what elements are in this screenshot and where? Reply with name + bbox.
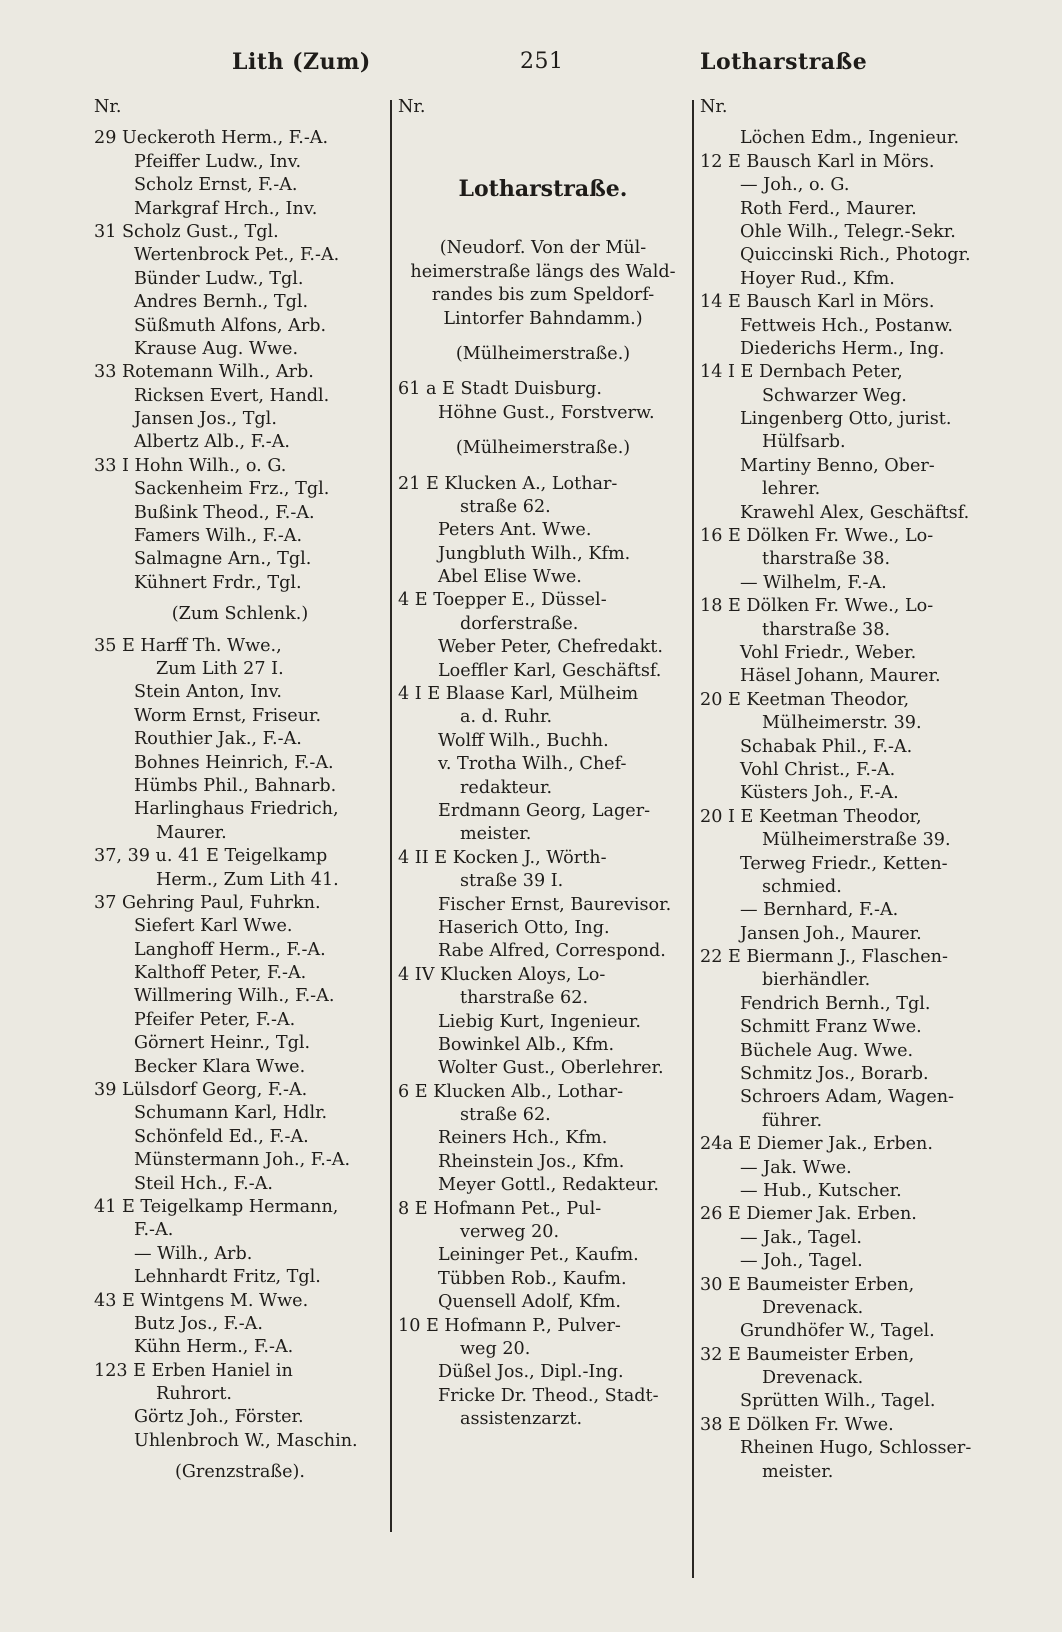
- entry: 4 I E Blaase Karl, Mülheim: [398, 684, 639, 705]
- entry: Zum Lith 27 I.: [156, 658, 284, 679]
- entry: Ricksen Evert, Handl.: [134, 385, 330, 406]
- entry: — Hub., Kutscher.: [740, 1180, 902, 1201]
- entry: lehrer.: [762, 479, 821, 500]
- entry: Uhlenbroch W., Maschin.: [134, 1430, 358, 1451]
- entry: Ruhrort.: [156, 1384, 232, 1405]
- column-2: [398, 96, 688, 1432]
- entry: 30 E Baumeister Erben,: [700, 1274, 915, 1295]
- entry: straße 62.: [460, 496, 551, 517]
- entry: Roth Ferd., Maurer.: [740, 198, 917, 219]
- entry: Bohnes Heinrich, F.-A.: [134, 752, 334, 773]
- entry: redakteur.: [460, 777, 553, 798]
- entry: Krawehl Alex, Geschäftsf.: [740, 502, 970, 523]
- entry: Hülfsarb.: [762, 432, 846, 453]
- entry: — Joh., Tagel.: [740, 1251, 863, 1272]
- entry: 123 E Erben Haniel in: [94, 1360, 293, 1381]
- entry: Steil Hch., F.-A.: [134, 1173, 273, 1194]
- entry: Vohl Christ., F.-A.: [740, 759, 896, 780]
- street-note: (Mülheimerstraße.): [455, 343, 631, 364]
- entry: 39 Lülsdorf Georg, F.-A.: [94, 1080, 308, 1101]
- entry: Wertenbrock Pet., F.-A.: [134, 245, 340, 266]
- entry: Mülheimerstraße 39.: [762, 830, 951, 851]
- entry: 41 E Teigelkamp Hermann,: [94, 1196, 339, 1217]
- entry: Häsel Johann, Maurer.: [740, 666, 941, 687]
- street-note: (Grenzstraße).: [175, 1462, 305, 1483]
- entry: Küsters Joh., F.-A.: [740, 783, 899, 804]
- entry: Büchele Aug. Wwe.: [740, 1040, 914, 1061]
- entry: Salmagne Arn., Tgl.: [134, 549, 312, 570]
- entry: Görtz Joh., Förster.: [134, 1407, 304, 1428]
- entry: a. d. Ruhr.: [460, 707, 553, 728]
- entry: Sackenheim Frz., Tgl.: [134, 479, 330, 500]
- entry: Münstermann Joh., F.-A.: [134, 1150, 351, 1171]
- entry: 14 E Bausch Karl in Mörs.: [700, 292, 935, 313]
- entry: Bußink Theod., F.-A.: [134, 502, 315, 523]
- entry: schmied.: [762, 876, 842, 897]
- entry: — Jak. Wwe.: [740, 1157, 852, 1178]
- street-note: (Mülheimerstraße.): [455, 438, 631, 459]
- entry: Markgraf Hrch., Inv.: [134, 198, 318, 219]
- entry: Herm., Zum Lith 41.: [156, 869, 339, 890]
- entry: verweg 20.: [460, 1222, 560, 1243]
- entry: Terweg Friedr., Ketten-: [740, 853, 948, 874]
- entry: 29 Ueckeroth Herm., F.-A.: [94, 128, 329, 149]
- entry: Bünder Ludw., Tgl.: [134, 268, 304, 289]
- entry: meister.: [762, 1461, 834, 1482]
- entry: 16 E Dölken Fr. Wwe., Lo-: [700, 526, 934, 547]
- street-description: randes bis zum Speldorf-: [431, 285, 655, 306]
- entry: 20 I E Keetman Theodor,: [700, 806, 922, 827]
- entry: Görnert Heinr., Tgl.: [134, 1033, 311, 1054]
- entry: Harlinghaus Friedrich,: [134, 799, 339, 820]
- entry: Willmering Wilh., F.-A.: [134, 986, 335, 1007]
- entry: Loeffler Karl, Geschäftsf.: [438, 660, 662, 681]
- entry: 4 II E Kocken J., Wörth-: [398, 847, 607, 868]
- entry: 8 E Hofmann Pet., Pul-: [398, 1198, 602, 1219]
- entry: Pfeiffer Ludw., Inv.: [134, 151, 302, 172]
- entry: 31 Scholz Gust., Tgl.: [94, 221, 279, 242]
- entry: 12 E Bausch Karl in Mörs.: [700, 151, 935, 172]
- page-number: 251: [520, 49, 564, 74]
- entry: 32 E Baumeister Erben,: [700, 1344, 915, 1365]
- entry: Pfeifer Peter, F.-A.: [134, 1009, 296, 1030]
- entry: Grundhöfer W., Tagel.: [740, 1321, 935, 1342]
- entry: Düßel Jos., Dipl.-Ing.: [438, 1362, 624, 1383]
- entry: Jungbluth Wilh., Kfm.: [438, 543, 631, 564]
- entry: Wolter Gust., Oberlehrer.: [438, 1058, 664, 1079]
- column-1: [94, 96, 386, 1485]
- entry: tharstraße 38.: [762, 619, 891, 640]
- entry: Jansen Joh., Maurer.: [740, 923, 922, 944]
- running-head-left: Lith (Zum): [232, 49, 371, 75]
- entry: Stein Anton, Inv.: [134, 682, 283, 703]
- entry: Leininger Pet., Kaufm.: [438, 1245, 639, 1266]
- column-divider-1: [390, 100, 392, 1532]
- entry: weg 20.: [460, 1338, 531, 1359]
- entry: Hoyer Rud., Kfm.: [740, 268, 895, 289]
- entry: 38 E Dölken Fr. Wwe.: [700, 1414, 894, 1435]
- street-title: Lotharstraße.: [458, 176, 628, 203]
- street-description: Lintorfer Bahndamm.): [443, 308, 643, 329]
- entry: Schroers Adam, Wagen-: [740, 1087, 955, 1108]
- entry: 35 E Harff Th. Wwe.,: [94, 635, 282, 656]
- entry: Rheinstein Jos., Kfm.: [438, 1151, 625, 1172]
- entry: Albertz Alb., F.-A.: [134, 432, 291, 453]
- entry: Rabe Alfred, Correspond.: [438, 941, 666, 962]
- entry: — Jak., Tagel.: [740, 1227, 862, 1248]
- entry: Schumann Karl, Hdlr.: [134, 1103, 328, 1124]
- entry: Kühn Herm., F.-A.: [134, 1337, 294, 1358]
- entry: 33 Rotemann Wilh., Arb.: [94, 362, 314, 383]
- entry: — Bernhard, F.-A.: [740, 900, 899, 921]
- entry: Bowinkel Alb., Kfm.: [438, 1034, 615, 1055]
- entry: Haserich Otto, Ing.: [438, 917, 610, 938]
- column-2-nr-header: Nr.: [398, 97, 426, 117]
- entry: Scholz Ernst, F.-A.: [134, 175, 298, 196]
- entry: 61 a E Stadt Duisburg.: [398, 379, 602, 400]
- entry: 4 E Toepper E., Düssel-: [398, 590, 607, 611]
- entry: tharstraße 62.: [460, 988, 589, 1009]
- entry: Fischer Ernst, Baurevisor.: [438, 894, 672, 915]
- entry: meister.: [460, 824, 532, 845]
- entry: 21 E Klucken A., Lothar-: [398, 473, 618, 494]
- entry: Vohl Friedr., Weber.: [740, 642, 917, 663]
- entry: 10 E Hofmann P., Pulver-: [398, 1315, 621, 1336]
- entry: Krause Aug. Wwe.: [134, 338, 299, 359]
- entry: Sprütten Wilh., Tagel.: [740, 1391, 936, 1412]
- entry: 18 E Dölken Fr. Wwe., Lo-: [700, 596, 934, 617]
- entry: — Wilhelm, F.-A.: [740, 572, 887, 593]
- entry: Becker Klara Wwe.: [134, 1056, 306, 1077]
- entry: F.-A.: [134, 1220, 174, 1241]
- entry: Fricke Dr. Theod., Stadt-: [438, 1385, 659, 1406]
- entry: Langhoff Herm., F.-A.: [134, 939, 326, 960]
- entry: Schmitt Franz Wwe.: [740, 1017, 922, 1038]
- entry: — Joh., o. G.: [740, 175, 850, 196]
- entry: Worm Ernst, Friseur.: [134, 705, 322, 726]
- entry: Ohle Wilh., Telegr.-Sekr.: [740, 221, 956, 242]
- entry: Rheinen Hugo, Schlosser-: [740, 1438, 972, 1459]
- entry: Kühnert Frdr., Tgl.: [134, 572, 302, 593]
- entry: Quensell Adolf, Kfm.: [438, 1292, 621, 1313]
- entry: Abel Elise Wwe.: [438, 567, 582, 588]
- entry: Famers Wilh., F.-A.: [134, 526, 303, 547]
- entry: Martiny Benno, Ober-: [740, 455, 935, 476]
- entry: Mülheimerstr. 39.: [762, 713, 922, 734]
- entry: Tübben Rob., Kaufm.: [438, 1268, 627, 1289]
- entry: Liebig Kurt, Ingenieur.: [438, 1011, 641, 1032]
- entry: 6 E Klucken Alb., Lothar-: [398, 1081, 624, 1102]
- street-description: (Neudorf. Von der Mül-: [439, 238, 647, 259]
- entry: Meyer Gottl., Redakteur.: [438, 1175, 659, 1196]
- entry: dorferstraße.: [460, 613, 579, 634]
- column-3: [700, 96, 1000, 1484]
- entry: Schmitz Jos., Borarb.: [740, 1064, 929, 1085]
- entry: Fendrich Bernh., Tgl.: [740, 993, 931, 1014]
- street-description: heimerstraße längs des Wald-: [410, 261, 676, 282]
- entry: Diederichs Herm., Ing.: [740, 338, 945, 359]
- entry: 24a E Diemer Jak., Erben.: [700, 1134, 933, 1155]
- entry: Weber Peter, Chefredakt.: [438, 637, 663, 658]
- entry: bierhändler.: [762, 970, 871, 991]
- entry: 33 I Hohn Wilh., o. G.: [94, 455, 287, 476]
- entry: 43 E Wintgens M. Wwe.: [94, 1290, 309, 1311]
- entry: 37, 39 u. 41 E Teigelkamp: [94, 846, 328, 867]
- entry: 37 Gehring Paul, Fuhrkn.: [94, 892, 321, 913]
- entry: Routhier Jak., F.-A.: [134, 729, 302, 750]
- entry: Maurer.: [156, 822, 227, 843]
- entry: Hümbs Phil., Bahnarb.: [134, 775, 337, 796]
- entry: Lehnhardt Fritz, Tgl.: [134, 1267, 321, 1288]
- street-note: (Zum Schlenk.): [171, 604, 309, 625]
- column-divider-2: [692, 100, 694, 1578]
- entry: Löchen Edm., Ingenieur.: [740, 128, 960, 149]
- entry: Schönfeld Ed., F.-A.: [134, 1126, 309, 1147]
- entry: — Wilh., Arb.: [134, 1243, 253, 1264]
- entry: Jansen Jos., Tgl.: [134, 409, 277, 430]
- entry: Butz Jos., F.-A.: [134, 1313, 263, 1334]
- entry: Süßmuth Alfons, Arb.: [134, 315, 327, 336]
- column-1-nr-header: Nr.: [94, 97, 122, 117]
- entry: Höhne Gust., Forstverw.: [438, 402, 655, 423]
- entry: assistenzarzt.: [460, 1409, 583, 1430]
- entry: Fettweis Hch., Postanw.: [740, 315, 954, 336]
- running-head-right: Lotharstraße: [700, 49, 868, 75]
- column-3-nr-header: Nr.: [700, 97, 728, 117]
- entry: Andres Bernh., Tgl.: [134, 292, 309, 313]
- entry: 14 I E Dernbach Peter,: [700, 362, 903, 383]
- entry: Lingenberg Otto, jurist.: [740, 409, 952, 430]
- entry: Drevenack.: [762, 1297, 864, 1318]
- entry: straße 39 I.: [460, 871, 564, 892]
- entry: Reiners Hch., Kfm.: [438, 1128, 608, 1149]
- entry: Kalthoff Peter, F.-A.: [134, 963, 307, 984]
- entry: tharstraße 38.: [762, 549, 891, 570]
- entry: führer.: [762, 1110, 823, 1131]
- entry: Wolff Wilh., Buchh.: [438, 730, 609, 751]
- entry: Drevenack.: [762, 1368, 864, 1389]
- entry: 20 E Keetman Theodor,: [700, 689, 910, 710]
- entry: 22 E Biermann J., Flaschen-: [700, 947, 948, 968]
- entry: Siefert Karl Wwe.: [134, 916, 293, 937]
- entry: Schabak Phil., F.-A.: [740, 736, 913, 757]
- entry: Erdmann Georg, Lager-: [438, 800, 651, 821]
- entry: Peters Ant. Wwe.: [438, 520, 592, 541]
- entry: 4 IV Klucken Aloys, Lo-: [398, 964, 606, 985]
- entry: straße 62.: [460, 1105, 551, 1126]
- entry: 26 E Diemer Jak. Erben.: [700, 1204, 917, 1225]
- entry: Schwarzer Weg.: [762, 385, 907, 406]
- entry: v. Trotha Wilh., Chef-: [438, 754, 627, 775]
- entry: Quiccinski Rich., Photogr.: [740, 245, 971, 266]
